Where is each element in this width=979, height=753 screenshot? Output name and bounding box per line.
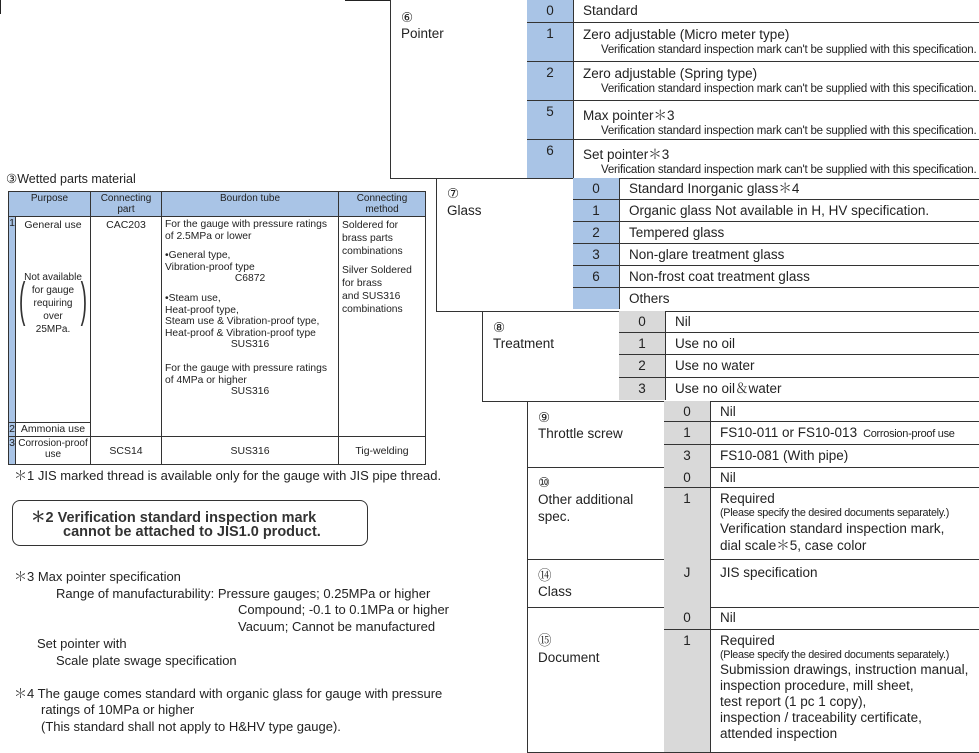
throttle-text-wrap	[720, 404, 978, 420]
wetted-row-3	[9, 437, 426, 465]
treatment-text-wrap	[675, 336, 978, 352]
document-label: Document	[538, 650, 600, 665]
wetted-tube-cell	[162, 217, 339, 437]
document-detail-line: attended inspection	[720, 726, 838, 741]
glass-option-5	[573, 288, 979, 309]
pointer-option-2	[527, 62, 979, 101]
treatment-option-1	[619, 333, 979, 355]
treatment-text: Use no water	[675, 358, 755, 373]
document-text: Required	[720, 633, 775, 648]
treatment-text-wrap	[675, 314, 978, 330]
wetted-purpose-cell	[16, 217, 91, 423]
note-1: ＊1 JIS marked thread is available only for the gauge with JIS pipe thread.	[14, 468, 442, 483]
left-edge-rule	[0, 0, 1, 14]
wetted-method-cell	[339, 217, 426, 437]
wetted-part: SCS14	[91, 437, 162, 465]
treatment-text: Use no oil＆water	[675, 381, 782, 396]
glass-text: Organic glass Not available in H, HV specification.	[629, 203, 930, 218]
wetted-purpose: General use	[24, 219, 82, 231]
document-num: ⑮	[538, 633, 552, 648]
note-3-line-1: ＊3 Max pointer specification	[14, 569, 181, 584]
glass-text: Non-frost coat treatment glass	[629, 269, 810, 284]
wetted-header: Connecting part	[91, 192, 162, 217]
document-options	[664, 607, 979, 752]
wetted-method-line: for brass	[342, 278, 383, 289]
glass-label: Glass	[447, 203, 482, 218]
glass-code: 3	[573, 244, 620, 265]
other-label-1: Other additional	[538, 492, 634, 507]
glass-code: 0	[573, 178, 620, 199]
wetted-tube-line: For the gauge with pressure ratings	[165, 219, 327, 230]
other-option-0	[664, 467, 979, 488]
wetted-note-line: for gauge	[31, 285, 75, 296]
treatment-code: 3	[619, 378, 666, 400]
glass-text-wrap	[629, 225, 978, 241]
wetted-tube-line: Steam use & Vibration-proof type,	[165, 316, 320, 328]
treatment-text-wrap	[675, 358, 978, 374]
pointer-option-1	[527, 23, 979, 62]
throttle-text-wrap	[720, 448, 978, 464]
pointer-text: Zero adjustable (Spring type)	[583, 66, 758, 81]
treatment-text: Nil	[675, 314, 691, 329]
other-label-2: spec.	[538, 509, 571, 524]
treatment-option-3	[619, 378, 979, 400]
pointer-text: Zero adjustable (Micro meter type)	[583, 27, 790, 42]
wetted-tube-line: •General type,	[165, 250, 231, 262]
note-2-line-2: cannot be attached to JIS1.0 product.	[63, 524, 321, 540]
wetted-header: Connecting method	[339, 192, 426, 217]
throttle-code: 0	[664, 401, 711, 421]
note-3-line-2: Range of manufacturability: Pressure gauges; 0.25MPa or higher	[56, 586, 431, 601]
note-2-line-1: ＊2 Verification standard inspection mark	[31, 510, 317, 526]
class-text: JIS specification	[720, 565, 818, 580]
treatment-section	[482, 311, 979, 402]
other-subtext: (Please specify the desired documents separately.)	[720, 507, 950, 519]
pointer-subtext: Verification standard inspection mark can't be supplied with this specification.	[601, 125, 977, 137]
note-3-line-4: Vacuum; Cannot be manufactured	[238, 619, 436, 634]
throttle-text: FS10-081 (With pipe)	[720, 448, 849, 463]
glass-text-wrap	[629, 181, 978, 197]
glass-code: 6	[573, 266, 620, 287]
pointer-code: 6	[527, 140, 574, 178]
glass-code: 1	[573, 200, 620, 221]
throttle-num: ⑨	[538, 410, 551, 425]
glass-text-wrap	[629, 269, 978, 285]
treatment-text: Use no oil	[675, 336, 736, 351]
wetted-method-line: Silver Soldered	[342, 265, 412, 276]
throttle-text-wrap	[720, 425, 978, 442]
note-4-line-1: ＊4 The gauge comes standard with organic glass for gauge with pressure	[14, 686, 443, 701]
wetted-tube-line: •Steam use,	[165, 292, 221, 304]
treatment-option-2	[619, 355, 979, 378]
other-code: 0	[664, 467, 711, 487]
pointer-subtext: Verification standard inspection mark can't be supplied with this specification.	[601, 164, 977, 176]
note-3-line-5: Set pointer with	[37, 636, 127, 651]
wetted-header: Bourdon tube	[162, 192, 339, 217]
pointer-option-0	[527, 0, 979, 23]
glass-text-wrap	[629, 291, 978, 307]
document-detail-line: inspection / traceability certificate,	[720, 710, 922, 725]
other-option-1	[664, 488, 979, 559]
treatment-code: 0	[619, 311, 666, 332]
note-4-line-3: (This standard shall not apply to H&HV type gauge).	[41, 719, 341, 734]
pointer-text: Max pointer＊3	[583, 108, 675, 123]
pointer-code: 5	[527, 101, 574, 139]
wetted-header-row	[9, 192, 426, 217]
other-section	[527, 467, 979, 560]
document-text-wrap	[720, 633, 978, 742]
glass-text-wrap	[629, 203, 978, 219]
other-text-wrap	[720, 491, 978, 554]
wetted-header: Purpose	[9, 192, 91, 217]
glass-text: Others	[629, 291, 670, 306]
pointer-text: Standard	[583, 3, 638, 18]
pointer-code: 0	[527, 0, 574, 22]
glass-text: Tempered glass	[629, 225, 725, 240]
document-option-1	[664, 630, 979, 752]
throttle-note: Corrosion-proof use	[863, 428, 955, 440]
wetted-tube-line: of 4MPa or higher	[165, 374, 247, 386]
wetted-tube-line: of 2.5MPa or lower	[165, 230, 252, 242]
note-3-line-3: Compound; -0.1 to 0.1MPa or higher	[238, 602, 450, 617]
wetted-tube-line: Vibration-proof type	[165, 261, 255, 273]
pointer-code: 1	[527, 23, 574, 61]
glass-option-0	[573, 178, 979, 200]
throttle-text: Nil	[720, 404, 736, 419]
wetted-note-line: requiring	[33, 298, 73, 309]
glass-option-4	[573, 266, 979, 288]
glass-text: Non-glare treatment glass	[629, 247, 785, 262]
throttle-options	[664, 401, 979, 467]
other-detail-line: dial scale＊5, case color	[720, 538, 867, 553]
glass-num: ⑦	[447, 186, 460, 201]
wetted-note-line: Not available	[24, 272, 82, 283]
glass-text: Standard Inorganic glass＊4	[629, 181, 800, 196]
treatment-num: ⑧	[493, 320, 506, 335]
wetted-row-num: 3	[9, 437, 16, 465]
glass-option-3	[573, 244, 979, 266]
wetted-method-line: combinations	[342, 246, 403, 257]
other-detail-line: Verification standard inspection mark,	[720, 521, 945, 536]
document-option-0	[664, 607, 979, 630]
wetted-method: Tig-welding	[339, 437, 426, 465]
wetted-part: CAC203	[106, 219, 146, 231]
glass-code: 2	[573, 222, 620, 243]
wetted-row-num: 1	[9, 217, 16, 423]
wetted-part-cell	[91, 217, 162, 437]
note-3-line-6: Scale plate swage specification	[56, 653, 237, 668]
pointer-option-6	[527, 140, 979, 178]
treatment-options	[619, 311, 979, 401]
document-section	[527, 607, 979, 753]
other-text: Required	[720, 491, 775, 506]
document-code: 0	[664, 607, 711, 629]
document-detail-line: test report (1 pc 1 copy),	[720, 694, 867, 709]
pointer-subtext: Verification standard inspection mark can't be supplied with this specification.	[601, 44, 977, 56]
class-label: Class	[538, 584, 572, 599]
throttle-code: 1	[664, 422, 711, 444]
throttle-option-0	[664, 401, 979, 422]
wetted-method-line: and SUS316	[342, 291, 401, 302]
wetted-tube: SUS316	[162, 437, 339, 465]
top-rule	[345, 0, 391, 1]
other-text: Nil	[720, 470, 736, 485]
wetted-method-line: brass parts	[342, 233, 393, 244]
glass-code	[573, 288, 620, 309]
document-text-wrap	[720, 610, 978, 626]
wetted-note-line: over	[43, 311, 63, 322]
note-4-line-2: ratings of 10MPa or higher	[41, 702, 195, 717]
glass-options	[573, 178, 979, 311]
wetted-note-line: 25MPa.	[35, 324, 71, 335]
wetted-method-line: combinations	[342, 304, 403, 315]
class-num: ⑭	[538, 568, 552, 583]
wetted-purpose-note: ( ) Not available for gauge requiring over 25MPa.	[19, 272, 87, 335]
pointer-subtext: Verification standard inspection mark can't be supplied with this specification.	[601, 83, 977, 95]
wetted-tube-line: Heat-proof & Vibration-proof type	[165, 327, 316, 339]
other-text-wrap	[720, 470, 978, 486]
wetted-purpose: Ammonia use	[16, 423, 91, 437]
wetted-tube-line: SUS316	[230, 339, 270, 351]
wetted-row-num: 2	[9, 423, 15, 435]
document-subtext: (Please specify the desired documents separately.)	[720, 649, 950, 661]
other-options	[664, 467, 979, 559]
wetted-tube-line: Heat-proof type,	[165, 304, 239, 316]
glass-option-1	[573, 200, 979, 222]
throttle-option-1	[664, 422, 979, 445]
document-detail-line: Submission drawings, instruction manual,	[720, 662, 969, 677]
treatment-code: 1	[619, 333, 666, 354]
glass-section	[436, 178, 979, 312]
document-code: 1	[664, 630, 711, 752]
pointer-num: ⑥	[401, 10, 414, 25]
pointer-label: Pointer	[401, 26, 444, 41]
throttle-code: 3	[664, 445, 711, 467]
wetted-row-1	[9, 217, 426, 423]
pointer-option-5	[527, 101, 979, 140]
pointer-section	[390, 0, 979, 179]
wetted-tube-line: For the gauge with pressure ratings	[165, 362, 327, 374]
treatment-text-wrap	[675, 381, 978, 397]
treatment-code: 2	[619, 355, 666, 377]
glass-text-wrap	[629, 247, 978, 263]
note-2-box	[12, 500, 368, 546]
other-code: 1	[664, 488, 711, 559]
wetted-title: ③Wetted parts material	[6, 172, 136, 186]
throttle-label: Throttle screw	[538, 426, 623, 441]
class-section	[527, 559, 979, 608]
document-text: Nil	[720, 610, 736, 625]
class-code: J	[664, 559, 711, 607]
throttle-option-2	[664, 445, 979, 467]
throttle-text: FS10-011 or FS10-013	[720, 425, 858, 440]
treatment-option-0	[619, 311, 979, 333]
treatment-label: Treatment	[493, 336, 555, 351]
document-detail-line: inspection procedure, mill sheet,	[720, 678, 914, 693]
wetted-tube-line: SUS316	[230, 386, 270, 398]
pointer-text: Set pointer＊3	[583, 147, 670, 162]
wetted-purpose: Corrosion-proof use	[16, 437, 91, 465]
wetted-tube-line: C6872	[234, 273, 266, 285]
glass-option-2	[573, 222, 979, 244]
pointer-options	[527, 0, 979, 178]
pointer-code: 2	[527, 62, 574, 100]
wetted-method-line: Soldered for	[342, 220, 399, 231]
other-num: ⑩	[538, 475, 551, 490]
wetted-table	[8, 191, 426, 465]
throttle-section	[527, 401, 979, 468]
